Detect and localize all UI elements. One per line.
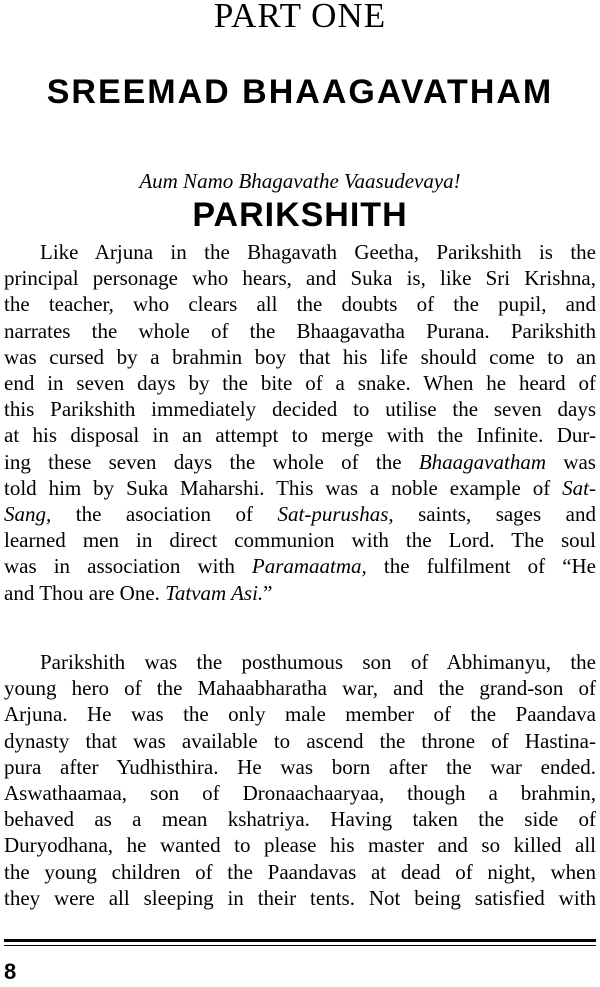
book-title: SREEMAD BHAAGAVATHAM: [46, 73, 554, 111]
text-line: Parikshith was the posthumous son of Abhimanyu, the: [40, 650, 596, 674]
text-line: principal personage who hears, and Suka is, like Sri Krishna,: [4, 266, 596, 291]
italic-term: Sat-purushas,: [277, 502, 394, 527]
footer-rule: [4, 939, 596, 942]
text-line: Like Arjuna in the Bhagavath Geetha, Parikshith is the: [40, 240, 596, 264]
text-segment: and Thou are One.: [4, 580, 166, 605]
paragraph-2: [4, 649, 596, 911]
text-line: the teacher, who clears all the doubts of the pupil, and: [4, 292, 596, 317]
italic-term: Sang,: [4, 502, 52, 527]
text-segment: ing these seven days the whole of the: [4, 449, 419, 474]
text-line: [4, 449, 596, 475]
text-line: at his disposal in an attempt to merge with the Infinite. Dur-: [4, 423, 596, 448]
text-segment: the asociation of: [51, 502, 278, 527]
text-segment: the fulfilment of “He: [366, 554, 596, 579]
text-line: young hero of the Mahaabharatha war, and the grand-son of: [4, 676, 596, 701]
text-line: behaved as a mean kshatriya. Having taken the side of: [4, 807, 596, 832]
text-line: [4, 553, 596, 579]
text-line: end in seven days by the bite of a snake. When he heard of: [4, 371, 596, 396]
text-segment: was: [546, 449, 596, 474]
text-line: [4, 580, 596, 606]
text-line: the young children of the Paandavas at dead of night, when: [4, 859, 596, 884]
chapter-title: PARIKSHITH: [192, 196, 408, 234]
italic-term: Paramaatma,: [251, 554, 367, 579]
text-segment: told him by Suka Maharshi. This was a noble example of: [4, 475, 563, 500]
text-line: [4, 501, 596, 527]
text-line: this Parikshith immediately decided to utilise the seven days: [4, 397, 596, 422]
invocation: Aum Namo Bhagavathe Vaasudevaya!: [139, 169, 461, 193]
text-segment: ”: [263, 580, 273, 605]
paragraph-1: [4, 239, 596, 606]
italic-term: Tatvam Asi.: [165, 580, 264, 605]
text-line: was cursed by a brahmin boy that his life should come to an: [4, 344, 596, 369]
text-line: [4, 475, 596, 501]
text-line: they were all sleeping in their tents. Not being satisfied with: [4, 885, 596, 910]
text-segment: saints, sages and: [393, 502, 596, 527]
text-line: pura after Yudhisthira. He was born after the war ended.: [4, 754, 596, 779]
footer-rule-thin: [4, 945, 596, 946]
text-line: Duryodhana, he wanted to please his master and so killed all: [4, 833, 596, 858]
italic-term: Sat-: [562, 475, 596, 500]
text-line: Arjuna. He was the only male member of the Paandava: [4, 702, 596, 727]
text-segment: was in association with: [4, 554, 252, 579]
text-line: narrates the whole of the Bhaagavatha Purana. Parikshith: [4, 318, 596, 343]
part-heading: PART ONE: [213, 0, 387, 35]
italic-term: Bhaagavatham: [418, 449, 547, 474]
page-number: 8: [4, 959, 17, 984]
text-line: Aswathaamaa, son of Dronaachaaryaa, though a brahmin,: [4, 781, 596, 806]
text-line: learned men in direct communion with the Lord. The soul: [4, 528, 596, 553]
text-line: dynasty that was available to ascend the throne of Hastina-: [4, 728, 596, 753]
